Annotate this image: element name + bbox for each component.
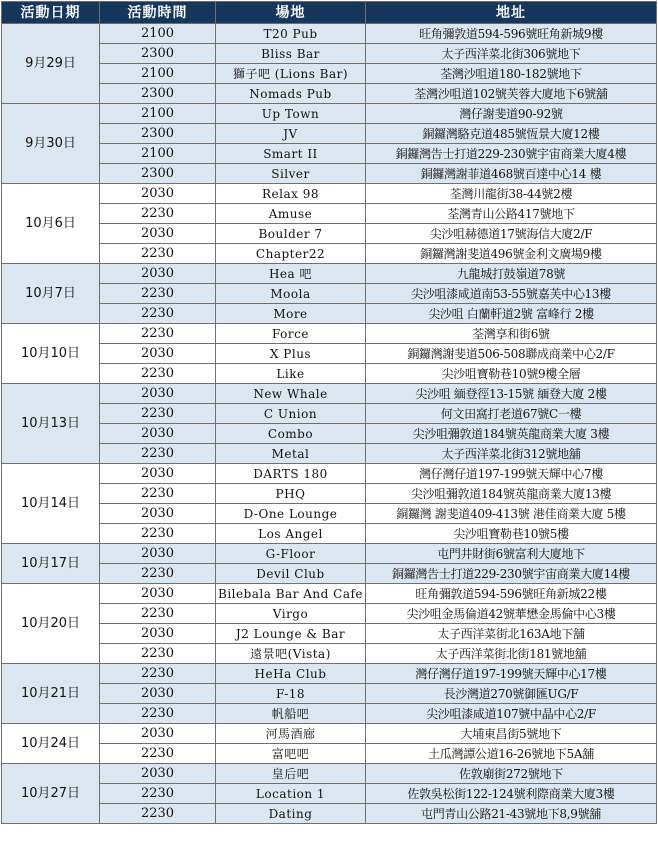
venue-address-cell: 銅鑼灣告士打道229-230號宇宙商業大廈4樓 bbox=[366, 144, 657, 164]
table-row bbox=[2, 744, 657, 764]
venue-address-cell: 太子西洋菜街北163A地下舖 bbox=[366, 624, 657, 644]
venue-address-cell: 銅鑼灣告士打道229-230號宇宙商業大廈14樓 bbox=[366, 564, 657, 584]
table-row bbox=[2, 704, 657, 724]
event-time-cell: 2230 bbox=[100, 564, 216, 584]
table-row bbox=[2, 524, 657, 544]
event-time-cell: 2230 bbox=[100, 444, 216, 464]
event-time-cell: 2230 bbox=[100, 524, 216, 544]
venue-name-cell: Force bbox=[216, 324, 366, 344]
venue-address-cell: 灣仔灣仔道197-199號天輝中心7樓 bbox=[366, 464, 657, 484]
event-time-cell: 2230 bbox=[100, 304, 216, 324]
event-time-cell: 2230 bbox=[100, 204, 216, 224]
event-time-cell: 2230 bbox=[100, 244, 216, 264]
venue-name-cell: More bbox=[216, 304, 366, 324]
venue-name-cell: Bilebala Bar And Cafe bbox=[216, 584, 366, 604]
event-time-cell: 2030 bbox=[100, 544, 216, 564]
table-row bbox=[2, 544, 657, 564]
venue-address-cell: 大埔東昌街5號地下 bbox=[366, 724, 657, 744]
table-row bbox=[2, 204, 657, 224]
table-row bbox=[2, 504, 657, 524]
header-row bbox=[2, 2, 657, 24]
table-row bbox=[2, 44, 657, 64]
event-time-cell: 2100 bbox=[100, 24, 216, 44]
table-row bbox=[2, 804, 657, 824]
venue-address-cell: 尖沙咀 白蘭軒道2號 富峰行 2樓 bbox=[366, 304, 657, 324]
venue-address-cell: 尖沙咀 緬登徑13-15號 緬登大廈 2樓 bbox=[366, 384, 657, 404]
event-date-cell: 10月7日 bbox=[2, 264, 100, 324]
event-time-cell: 2300 bbox=[100, 44, 216, 64]
venue-address-cell: 尖沙咀寶勒巷10號9樓全層 bbox=[366, 364, 657, 384]
venue-address-cell: 佐敦廟街272號地下 bbox=[366, 764, 657, 784]
venue-name-cell: New Whale bbox=[216, 384, 366, 404]
venue-address-cell: 銅鑼灣謝菲道468號百達中心14 樓 bbox=[366, 164, 657, 184]
venue-address-cell: 尖沙咀金馬倫道42號華懋金馬倫中心3樓 bbox=[366, 604, 657, 624]
table-row bbox=[2, 244, 657, 264]
event-date-cell: 10月14日 bbox=[2, 464, 100, 544]
venue-name-cell: Smart II bbox=[216, 144, 366, 164]
event-date-cell: 10月24日 bbox=[2, 724, 100, 764]
venue-name-cell: 河馬酒廊 bbox=[216, 724, 366, 744]
table-row bbox=[2, 144, 657, 164]
table-row bbox=[2, 564, 657, 584]
venue-address-cell: 荃灣沙咀道180-182號地下 bbox=[366, 64, 657, 84]
table-row bbox=[2, 664, 657, 684]
venue-name-cell: Location 1 bbox=[216, 784, 366, 804]
venue-name-cell: Hea 吧 bbox=[216, 264, 366, 284]
venue-name-cell: HeHa Club bbox=[216, 664, 366, 684]
event-schedule-table bbox=[1, 1, 657, 824]
table-row bbox=[2, 304, 657, 324]
venue-name-cell: G-Floor bbox=[216, 544, 366, 564]
event-date-cell: 9月29日 bbox=[2, 24, 100, 104]
table-row bbox=[2, 384, 657, 404]
venue-name-cell: Combo bbox=[216, 424, 366, 444]
event-time-cell: 2230 bbox=[100, 484, 216, 504]
table-row bbox=[2, 344, 657, 364]
event-time-cell: 2230 bbox=[100, 664, 216, 684]
table-row bbox=[2, 584, 657, 604]
venue-name-cell: 皇后吧 bbox=[216, 764, 366, 784]
venue-address-cell: 尖沙咀彌敦道184號英龍商業大廈 3樓 bbox=[366, 424, 657, 444]
event-time-cell: 2100 bbox=[100, 64, 216, 84]
venue-name-cell: Boulder 7 bbox=[216, 224, 366, 244]
venue-address-cell: 旺角彌敦道594-596號旺角新城22樓 bbox=[366, 584, 657, 604]
venue-address-cell: 荃灣沙咀道102號芙蓉大廈地下6號舖 bbox=[366, 84, 657, 104]
event-date-cell: 10月20日 bbox=[2, 584, 100, 664]
event-time-cell: 2300 bbox=[100, 84, 216, 104]
table-row bbox=[2, 484, 657, 504]
event-date-cell: 10月21日 bbox=[2, 664, 100, 724]
table-row bbox=[2, 404, 657, 424]
venue-address-cell: 九龍城打鼓嶺道78號 bbox=[366, 264, 657, 284]
event-date-cell: 10月17日 bbox=[2, 544, 100, 584]
venue-name-cell: Silver bbox=[216, 164, 366, 184]
header-address: 地址 bbox=[366, 2, 657, 24]
event-date-cell: 10月27日 bbox=[2, 764, 100, 824]
venue-address-cell: 太子西洋菜街北街181號地舖 bbox=[366, 644, 657, 664]
event-time-cell: 2030 bbox=[100, 764, 216, 784]
event-time-cell: 2030 bbox=[100, 184, 216, 204]
event-time-cell: 2100 bbox=[100, 144, 216, 164]
venue-address-cell: 尖沙咀赫德道17號海信大廈2/F bbox=[366, 224, 657, 244]
event-time-cell: 2230 bbox=[100, 604, 216, 624]
venue-address-cell: 荃灣青山公路417號地下 bbox=[366, 204, 657, 224]
header-time: 活動時間 bbox=[100, 2, 216, 24]
venue-name-cell: T20 Pub bbox=[216, 24, 366, 44]
header-venue: 場地 bbox=[216, 2, 366, 24]
venue-address-cell: 尖沙咀漆咸道107號中晶中心2/F bbox=[366, 704, 657, 724]
event-time-cell: 2230 bbox=[100, 324, 216, 344]
event-time-cell: 2100 bbox=[100, 104, 216, 124]
event-time-cell: 2300 bbox=[100, 124, 216, 144]
event-time-cell: 2030 bbox=[100, 424, 216, 444]
table-row bbox=[2, 764, 657, 784]
venue-name-cell: Metal bbox=[216, 444, 366, 464]
table-row bbox=[2, 784, 657, 804]
table-row bbox=[2, 164, 657, 184]
table-body bbox=[2, 24, 657, 824]
venue-address-cell: 灣仔謝斐道90-92號 bbox=[366, 104, 657, 124]
venue-address-cell: 荃灣川龍街38-44號2樓 bbox=[366, 184, 657, 204]
table-header bbox=[2, 2, 657, 24]
venue-name-cell: Chapter22 bbox=[216, 244, 366, 264]
table-row bbox=[2, 224, 657, 244]
table-row bbox=[2, 644, 657, 664]
venue-name-cell: J2 Lounge & Bar bbox=[216, 624, 366, 644]
table-row bbox=[2, 424, 657, 444]
venue-address-cell: 旺角彌敦道594-596號旺角新城9樓 bbox=[366, 24, 657, 44]
event-time-cell: 2230 bbox=[100, 404, 216, 424]
venue-name-cell: Devil Club bbox=[216, 564, 366, 584]
venue-name-cell: F-18 bbox=[216, 684, 366, 704]
venue-address-cell: 太子西洋菜北街312號地舖 bbox=[366, 444, 657, 464]
table-row bbox=[2, 604, 657, 624]
table-row bbox=[2, 724, 657, 744]
venue-name-cell: DARTS 180 bbox=[216, 464, 366, 484]
event-time-cell: 2230 bbox=[100, 284, 216, 304]
event-time-cell: 2300 bbox=[100, 164, 216, 184]
venue-name-cell: Moola bbox=[216, 284, 366, 304]
table-row bbox=[2, 364, 657, 384]
venue-address-cell: 土瓜灣譚公道16-26號地下5A舖 bbox=[366, 744, 657, 764]
venue-name-cell: Up Town bbox=[216, 104, 366, 124]
venue-address-cell: 灣仔灣仔道197-199號天輝中心17樓 bbox=[366, 664, 657, 684]
venue-name-cell: PHQ bbox=[216, 484, 366, 504]
venue-address-cell: 何文田窩打老道67號C一樓 bbox=[366, 404, 657, 424]
event-time-cell: 2030 bbox=[100, 264, 216, 284]
table-row bbox=[2, 264, 657, 284]
venue-address-cell: 尖沙咀寶勒巷10號5樓 bbox=[366, 524, 657, 544]
venue-address-cell: 荃灣享和街6號 bbox=[366, 324, 657, 344]
event-time-cell: 2030 bbox=[100, 224, 216, 244]
event-time-cell: 2030 bbox=[100, 724, 216, 744]
event-time-cell: 2030 bbox=[100, 464, 216, 484]
venue-name-cell: Virgo bbox=[216, 604, 366, 624]
venue-name-cell: Dating bbox=[216, 804, 366, 824]
event-time-cell: 2030 bbox=[100, 344, 216, 364]
venue-name-cell: X Plus bbox=[216, 344, 366, 364]
venue-address-cell: 太子西洋菜北街306號地下 bbox=[366, 44, 657, 64]
event-date-cell: 10月13日 bbox=[2, 384, 100, 464]
venue-address-cell: 銅鑼灣謝斐道506-508聯成商業中心2/F bbox=[366, 344, 657, 364]
table-row bbox=[2, 324, 657, 344]
venue-address-cell: 屯門井財街6號富利大廈地下 bbox=[366, 544, 657, 564]
venue-name-cell: JV bbox=[216, 124, 366, 144]
table-row bbox=[2, 64, 657, 84]
event-time-cell: 2230 bbox=[100, 804, 216, 824]
event-time-cell: 2230 bbox=[100, 744, 216, 764]
venue-name-cell: 帆船吧 bbox=[216, 704, 366, 724]
venue-name-cell: Los Angel bbox=[216, 524, 366, 544]
venue-address-cell: 尖沙咀漆咸道南53-55號嘉芙中心13樓 bbox=[366, 284, 657, 304]
event-date-cell: 9月30日 bbox=[2, 104, 100, 184]
header-date: 活動日期 bbox=[2, 2, 100, 24]
venue-name-cell: 富吧吧 bbox=[216, 744, 366, 764]
table-row bbox=[2, 284, 657, 304]
venue-address-cell: 銅鑼灣謝斐道496號金利文廣場9樓 bbox=[366, 244, 657, 264]
table-row bbox=[2, 84, 657, 104]
venue-name-cell: Like bbox=[216, 364, 366, 384]
table-row bbox=[2, 444, 657, 464]
venue-name-cell: 遠景吧(Vista) bbox=[216, 644, 366, 664]
table-row bbox=[2, 184, 657, 204]
table-row bbox=[2, 104, 657, 124]
event-time-cell: 2230 bbox=[100, 784, 216, 804]
event-time-cell: 2230 bbox=[100, 644, 216, 664]
venue-address-cell: 銅鑼灣駱克道485號恆景大廈12樓 bbox=[366, 124, 657, 144]
table-row bbox=[2, 24, 657, 44]
event-time-cell: 2030 bbox=[100, 684, 216, 704]
venue-address-cell: 長沙灣道270號御匯UG/F bbox=[366, 684, 657, 704]
event-date-cell: 10月6日 bbox=[2, 184, 100, 264]
venue-name-cell: Bliss Bar bbox=[216, 44, 366, 64]
venue-name-cell: Amuse bbox=[216, 204, 366, 224]
event-time-cell: 2230 bbox=[100, 704, 216, 724]
event-time-cell: 2030 bbox=[100, 504, 216, 524]
table-row bbox=[2, 684, 657, 704]
venue-address-cell: 佐敦吳松街122-124號利際商業大廈3樓 bbox=[366, 784, 657, 804]
event-time-cell: 2030 bbox=[100, 584, 216, 604]
table-row bbox=[2, 124, 657, 144]
venue-name-cell: Relax 98 bbox=[216, 184, 366, 204]
venue-address-cell: 屯門青山公路21-43號地下8,9號舖 bbox=[366, 804, 657, 824]
table-row bbox=[2, 624, 657, 644]
venue-name-cell: Nomads Pub bbox=[216, 84, 366, 104]
event-time-cell: 2030 bbox=[100, 384, 216, 404]
event-time-cell: 2230 bbox=[100, 364, 216, 384]
venue-address-cell: 尖沙咀彌敦道184號英龍商業大廈13樓 bbox=[366, 484, 657, 504]
venue-address-cell: 銅鑼灣 謝斐道409-413號 港佳商業大廈 5樓 bbox=[366, 504, 657, 524]
event-time-cell: 2030 bbox=[100, 624, 216, 644]
table-row bbox=[2, 464, 657, 484]
venue-name-cell: D-One Lounge bbox=[216, 504, 366, 524]
event-date-cell: 10月10日 bbox=[2, 324, 100, 384]
venue-name-cell: 獅子吧 (Lions Bar) bbox=[216, 64, 366, 84]
venue-name-cell: C Union bbox=[216, 404, 366, 424]
